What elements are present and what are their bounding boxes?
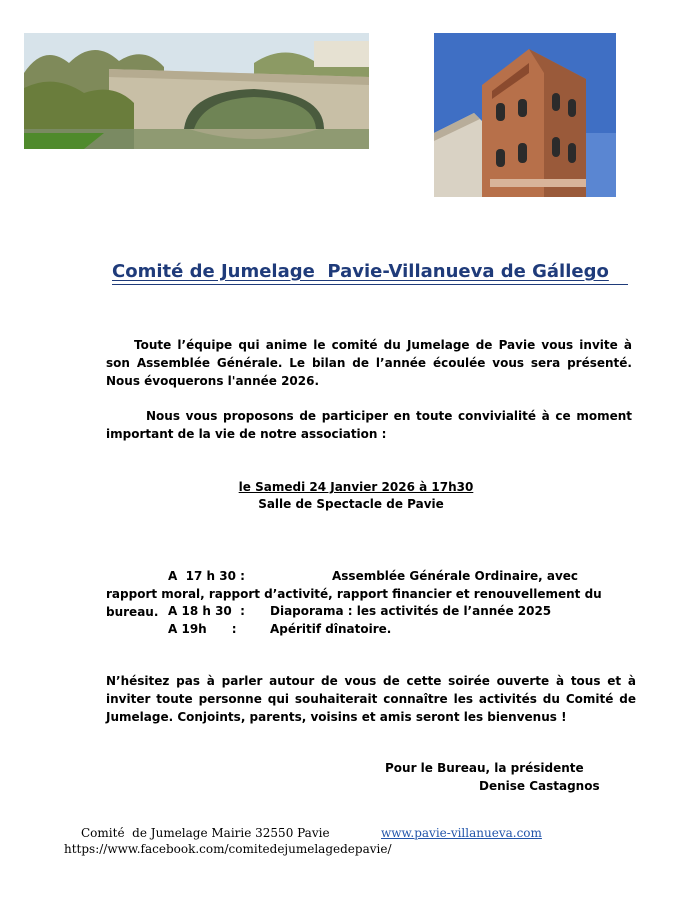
program-text: Diaporama : les activités de l’année 2025: [270, 604, 552, 618]
program-text: Apéritif dînatoire.: [270, 622, 392, 636]
program-item: [168, 620, 638, 638]
bridge-photo: [24, 33, 369, 149]
title-underline: [112, 284, 628, 285]
footer-website-link[interactable]: www.pavie-villanueva.com: [381, 826, 542, 840]
bell-tower-photo: [434, 33, 616, 197]
invitation-paragraph: Nous vous proposons de participer en toute convivialité à ce moment important de la vie de notre association :: [106, 409, 632, 441]
program-text: Assemblée Générale Ordinaire, avec rapport moral, rapport d’activité, rapport financier et renouvellement du bureau.: [106, 569, 602, 619]
intro-paragraph: Toute l’équipe qui anime le comité du Jumelage de Pavie vous invite à son Assemblée Générale. Le bilan de l’année écoulée vous sera présenté. Nous évoquerons l'année 2026.: [106, 338, 632, 388]
closing-paragraph: N’hésitez pas à parler autour de vous de cette soirée ouverte à tous et à inviter toute personne qui souhaiterait connaître les activités du Comité de Jumelage. Conjoints, parents, voisins et amis seront les bienvenus !: [106, 674, 636, 724]
program-time: A 19h :: [168, 622, 237, 636]
page-title: Comité de Jumelage Pavie-Villanueva de Gállego: [112, 261, 609, 282]
event-venue: Salle de Spectacle de Pavie: [258, 497, 444, 511]
footer-facebook: https://www.facebook.com/comitedejumelagedepavie/: [64, 842, 392, 856]
event-date: le Samedi 24 Janvier 2026 à 17h30: [238, 480, 474, 494]
program-time: A 17 h 30 :: [168, 569, 245, 583]
signature-name: Denise Castagnos: [479, 779, 600, 793]
program-item: [168, 602, 638, 620]
signature-role: Pour le Bureau, la présidente: [385, 761, 584, 775]
program-time: A 18 h 30 :: [168, 604, 245, 618]
footer-address: Comité de Jumelage Mairie 32550 Pavie: [81, 826, 330, 840]
